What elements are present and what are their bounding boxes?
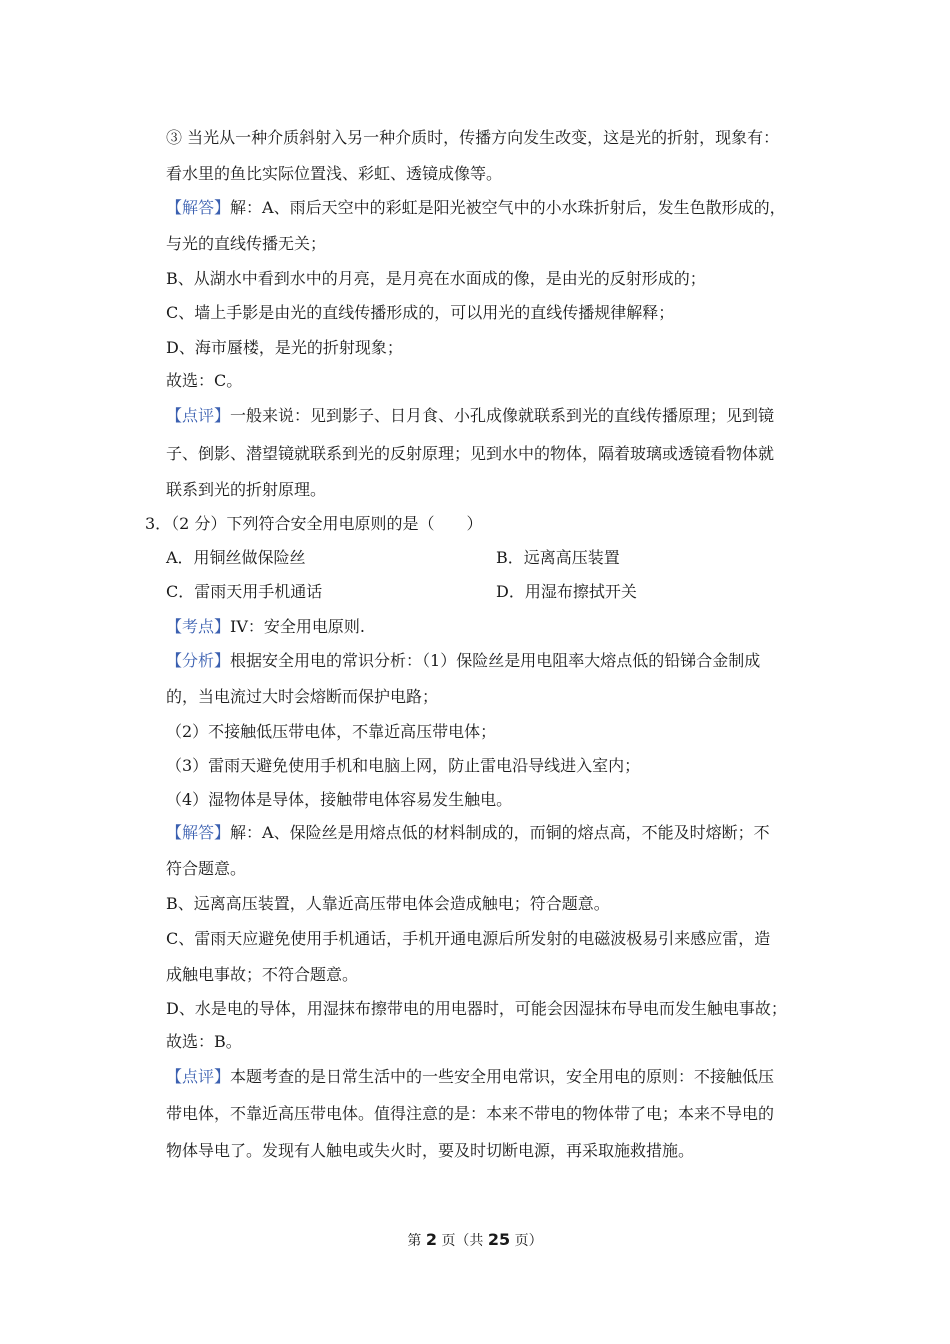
fenxi-text: 根据安全用电的常识分析：（1）保险丝是用电阻率大熔点低的铅锑合金制成 [230,651,761,670]
answer-text: 解：A、雨后天空中的彩虹是阳光被空气中的小水珠折射后，发生色散形成的， [230,198,786,217]
q3-comment-tag: 【点评】 [166,1067,231,1086]
footer-total-pages: 25 [487,1230,511,1249]
answer-option-c: C、墙上手影是由光的直线传播形成的，可以用光的直线传播规律解释； [166,303,675,322]
comment-line-2: 子、倒影、潜望镜就联系到光的反射原理；见到水中的物体，隔着玻璃或透镜看物体就 [166,444,775,463]
q3-comment-line-1 [166,1066,774,1088]
question-3-stem: 3．（2 分）下列符合安全用电原则的是（ ） [145,514,483,533]
answer-option-b: B、从湖水中看到水中的月亮，是月亮在水面成的像，是由光的反射形成的； [166,269,706,288]
analysis-point-3-line1: ③ 当光从一种介质斜射入另一种介质时，传播方向发生改变，这是光的折射，现象有： [166,128,780,147]
fenxi-line-1 [166,650,760,672]
q3-answer-tag: 【解答】 [166,823,231,842]
q3-answer-option-d: D、水是电的导体，用湿抹布擦带电的用电器时，可能会因湿抹布导电而发生触电事故； [166,999,787,1018]
question-3-option-c: C．雷雨天用手机通话 [166,582,323,601]
fenxi-line-2: 的，当电流过大时会熔断而保护电路； [166,687,439,706]
answer-option-d: D、海市蜃楼，是光的折射现象； [166,338,403,357]
footer-suffix: 页） [514,1233,543,1249]
comment-text: 一般来说：见到影子、日月食、小孔成像就联系到光的直线传播原理；见到镜 [230,406,775,425]
kaodian-tag: 【考点】 [166,617,231,636]
page-footer [0,1229,950,1252]
comment-line-1 [166,405,774,427]
q3-answer-text: 解：A、保险丝是用熔点低的材料制成的，而铜的熔点高，不能及时熔断；不 [230,823,770,842]
q3-answer-line-2: 符合题意。 [166,859,247,878]
question-3-option-a: A．用铜丝做保险丝 [166,548,306,567]
q3-comment-line-3: 物体导电了。发现有人触电或失火时，要及时切断电源，再采取施救措施。 [166,1141,695,1160]
answer-line-1 [166,197,786,219]
footer-page-number: 2 [425,1230,437,1249]
question-3-option-b: B．远离高压装置 [496,548,620,567]
fenxi-point-4: （4）湿物体是导体，接触带电体容易发生触电。 [166,790,513,809]
q3-comment-text: 本题考查的是日常生活中的一些安全用电常识，安全用电的原则：不接触低压 [230,1067,775,1086]
answer-tag: 【解答】 [166,198,231,217]
kaodian-line [166,616,365,638]
comment-line-3: 联系到光的折射原理。 [166,480,327,499]
footer-mid: 页（共 [441,1233,484,1249]
fenxi-point-3: （3）雷雨天避免使用手机和电脑上网，防止雷电沿导线进入室内； [166,756,641,775]
answer-choice: 故选：C。 [166,371,243,390]
footer-prefix: 第 [407,1233,422,1249]
q3-answer-option-c-line2: 成触电事故；不符合题意。 [166,965,359,984]
fenxi-point-2: （2）不接触低压带电体，不靠近高压带电体； [166,722,497,741]
analysis-point-3-line2: 看水里的鱼比实际位置浅、彩虹、透镜成像等。 [166,164,503,183]
q3-answer-option-c-line1: C、雷雨天应避免使用手机通话，手机开通电源后所发射的电磁波极易引来感应雷，造 [166,929,771,948]
question-3-option-d: D．用湿布擦拭开关 [496,582,637,601]
q3-answer-line-1 [166,822,770,844]
fenxi-tag: 【分析】 [166,651,231,670]
answer-line-2: 与光的直线传播无关； [166,234,327,253]
q3-comment-line-2: 带电体，不靠近高压带电体。值得注意的是：本来不带电的物体带了电；本来不导电的 [166,1104,775,1123]
q3-answer-choice: 故选：B。 [166,1032,242,1051]
comment-tag: 【点评】 [166,406,231,425]
q3-answer-option-b: B、远离高压装置，人靠近高压带电体会造成触电；符合题意。 [166,894,610,913]
kaodian-text: IV：安全用电原则. [230,617,365,636]
